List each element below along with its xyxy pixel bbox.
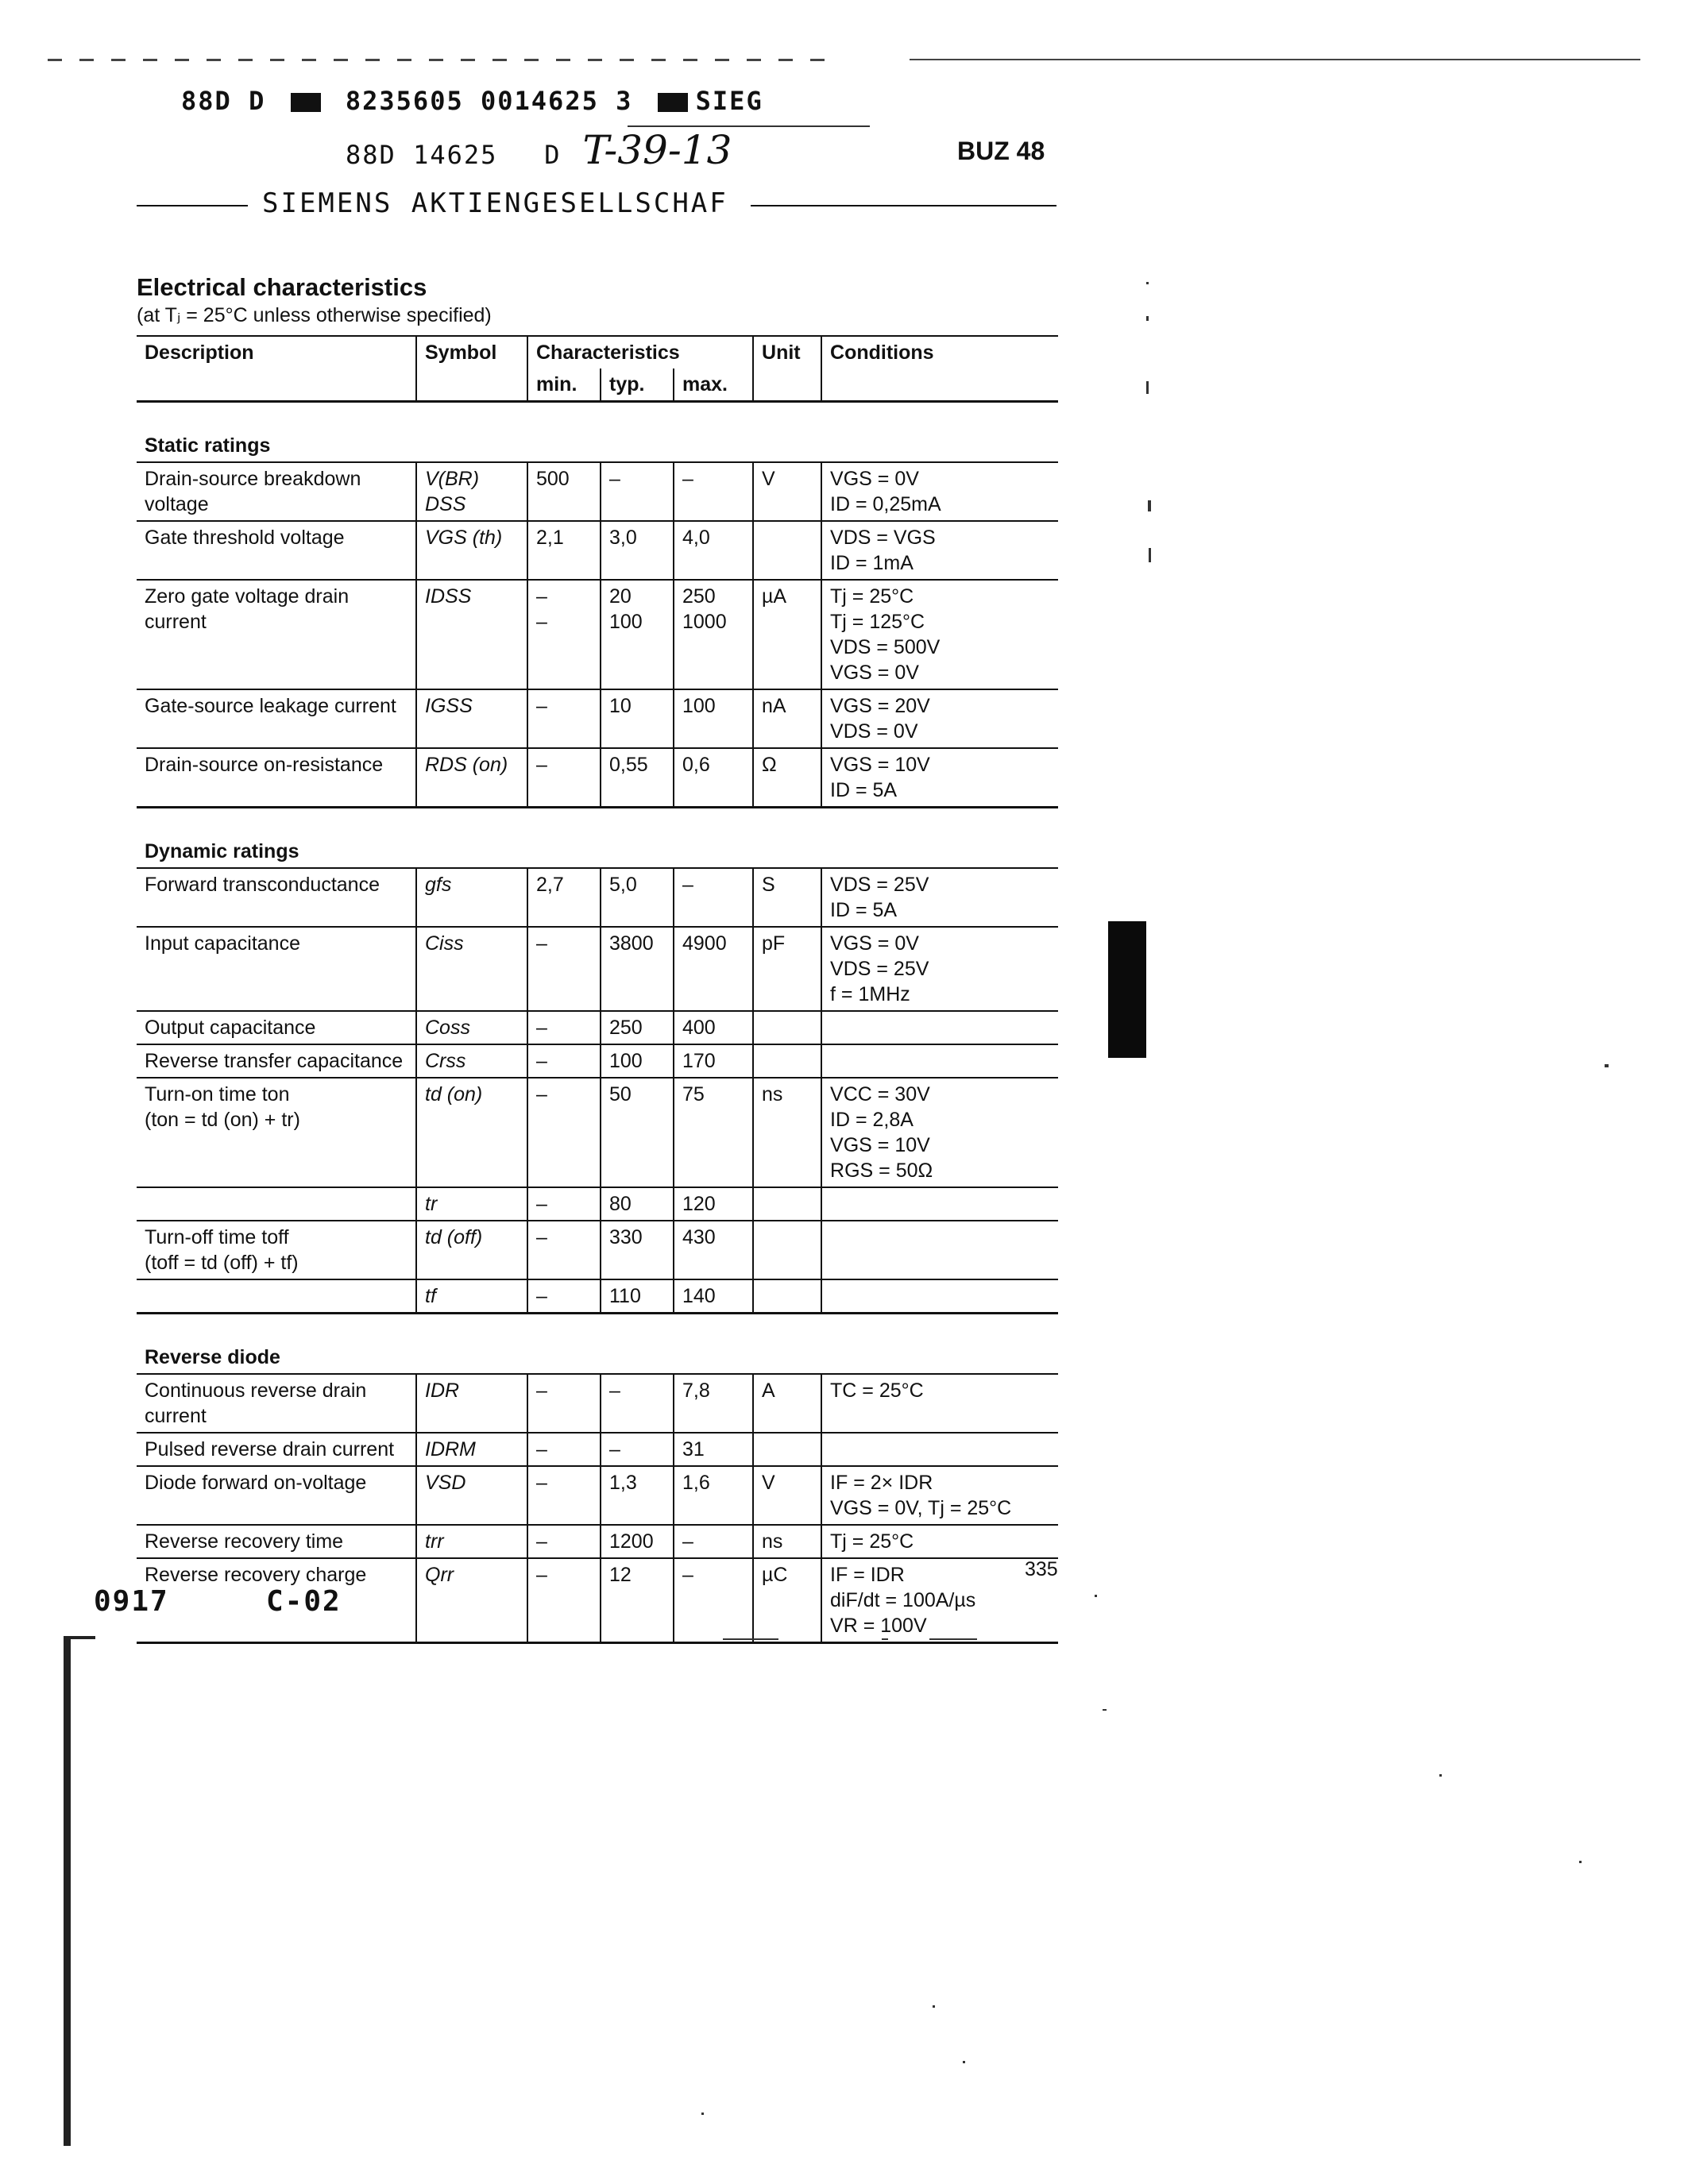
conditions (821, 1433, 1058, 1466)
symbol: tf (416, 1279, 527, 1314)
col-unit: Unit (753, 336, 821, 369)
section-note: (at Tⱼ = 25°C unless otherwise specified) (137, 304, 492, 326)
speck (1148, 500, 1151, 511)
symbol: VGS (th) (416, 521, 527, 580)
condition-line: IF = IDR (830, 1564, 905, 1586)
section-heading: Dynamic ratings (137, 808, 1058, 869)
code-line-1-c: SIEG (695, 86, 763, 116)
binding-edge-top (64, 1636, 95, 1639)
value-typ: 1200 (601, 1525, 674, 1558)
condition-line: VDS = 25V (830, 874, 929, 896)
value-typ: 110 (601, 1279, 674, 1314)
table-row (137, 580, 1058, 689)
value-min: – (527, 1011, 601, 1044)
conditions (821, 1187, 1058, 1221)
conditions (821, 462, 1058, 521)
description: Turn-on time ton (145, 1083, 290, 1106)
symbol: gfs (416, 868, 527, 927)
desc-cell (137, 1279, 416, 1314)
unit: µA (753, 580, 821, 689)
desc-cell (137, 1525, 416, 1558)
description-formula: (toff = td (off) + tf) (145, 1252, 299, 1274)
condition-line: Tj = 125°C (830, 611, 925, 633)
value-max: 31 (674, 1433, 753, 1466)
speck (1146, 282, 1149, 284)
conditions (821, 521, 1058, 580)
conditions (821, 1525, 1058, 1558)
static-ratings-heading (137, 402, 1058, 463)
speck (1103, 1709, 1107, 1711)
value-typ: 250 (601, 1011, 674, 1044)
symbol: Coss (416, 1011, 527, 1044)
desc-cell (137, 462, 416, 521)
condition-line: diF/dt = 100A/µs (830, 1589, 976, 1611)
value-max: – (674, 1525, 753, 1558)
company-rule-right (751, 205, 1056, 206)
unit: ns (753, 1078, 821, 1187)
value-max: 120 (674, 1187, 753, 1221)
unit: µC (753, 1558, 821, 1643)
value-max: 4,0 (674, 521, 753, 580)
conditions (821, 1011, 1058, 1044)
col-symbol: Symbol (416, 336, 527, 369)
condition-line: VGS = 0V (830, 932, 919, 955)
symbol: V(BR) DSS (416, 462, 527, 521)
value-min: – – (527, 580, 601, 689)
unit (753, 1187, 821, 1221)
conditions (821, 927, 1058, 1011)
description: Turn-off time toff (145, 1226, 289, 1248)
value-max: 0,6 (674, 748, 753, 808)
desc-cell (137, 1011, 416, 1044)
value-typ: – (601, 1433, 674, 1466)
unit (753, 521, 821, 580)
speck (723, 1638, 778, 1640)
speck (933, 2005, 935, 2008)
description: Output capacitance (145, 1017, 316, 1039)
value-min: – (527, 1187, 601, 1221)
value-min: – (527, 748, 601, 808)
value-min: – (527, 1078, 601, 1187)
table-row (137, 1433, 1058, 1466)
value-max: – (674, 868, 753, 927)
condition-line: ID = 5A (830, 899, 898, 921)
value-max: 75 (674, 1078, 753, 1187)
unit: A (753, 1374, 821, 1433)
desc-cell (137, 580, 416, 689)
value-max: 170 (674, 1044, 753, 1078)
symbol: td (off) (416, 1221, 527, 1279)
table-row (137, 1221, 1058, 1279)
value-typ: 3,0 (601, 521, 674, 580)
desc-cell (137, 1187, 416, 1221)
unit: nA (753, 689, 821, 748)
value-min: – (527, 689, 601, 748)
speck (963, 2061, 965, 2063)
unit: ns (753, 1525, 821, 1558)
col-conditions: Conditions (821, 336, 1058, 369)
condition-line: VGS = 0V (830, 468, 919, 490)
redaction-bar (291, 93, 321, 112)
value-typ: – (601, 1374, 674, 1433)
conditions (821, 868, 1058, 927)
reverse-diode-heading (137, 1314, 1058, 1375)
desc-cell (137, 868, 416, 927)
conditions (821, 580, 1058, 689)
desc-cell (137, 689, 416, 748)
value-typ: 100 (601, 1044, 674, 1078)
top-rule-right (910, 59, 1640, 60)
description: Drain-source breakdown voltage (145, 468, 361, 515)
condition-line: VGS = 20V (830, 695, 930, 717)
code-line-1-b: 8235605 0014625 3 (345, 86, 633, 116)
redaction-bar (658, 93, 688, 112)
value-typ: 330 (601, 1221, 674, 1279)
speck (1579, 1861, 1582, 1863)
description: Drain-source on-resistance (145, 754, 384, 776)
value-typ: 12 (601, 1558, 674, 1643)
condition-line: VDS = 500V (830, 636, 941, 658)
unit (753, 1011, 821, 1044)
table-row (137, 1044, 1058, 1078)
speck (1605, 1064, 1609, 1067)
value-max: 430 (674, 1221, 753, 1279)
value-max: 1,6 (674, 1466, 753, 1525)
description: Continuous reverse drain current (145, 1379, 367, 1427)
value-max: 7,8 (674, 1374, 753, 1433)
value-typ: 5,0 (601, 868, 674, 927)
symbol: trr (416, 1525, 527, 1558)
condition-line: VGS = 0V (830, 662, 919, 684)
speck (1146, 316, 1149, 321)
value-max: 140 (674, 1279, 753, 1314)
desc-cell (137, 748, 416, 808)
condition-line: VDS = 0V (830, 720, 918, 743)
unit: V (753, 1466, 821, 1525)
code-line-1-a: 88D D (181, 86, 266, 116)
section-heading: Reverse diode (137, 1314, 1058, 1375)
top-rule-left (48, 59, 842, 61)
value-min: – (527, 1558, 601, 1643)
symbol: RDS (on) (416, 748, 527, 808)
part-number: BUZ 48 (957, 137, 1045, 165)
conditions (821, 1044, 1058, 1078)
value-min: 2,7 (527, 868, 601, 927)
value-typ: – (601, 462, 674, 521)
binding-edge (64, 1638, 71, 2146)
condition-line: Tj = 25°C (830, 585, 914, 608)
condition-line: IF = 2× IDR (830, 1472, 933, 1494)
unit: S (753, 868, 821, 927)
value-typ: 3800 (601, 927, 674, 1011)
condition-line: RGS = 50Ω (830, 1160, 933, 1182)
table-row (137, 868, 1058, 927)
condition-line: ID = 5A (830, 779, 898, 801)
condition-line: ID = 0,25mA (830, 493, 941, 515)
condition-line: ID = 2,8A (830, 1109, 914, 1131)
footer-code-right: C-02 (266, 1585, 342, 1618)
unit (753, 1044, 821, 1078)
unit (753, 1279, 821, 1314)
description: Reverse recovery charge (145, 1564, 367, 1586)
value-max: 100 (674, 689, 753, 748)
desc-cell (137, 1044, 416, 1078)
desc-cell (137, 1374, 416, 1433)
description: Gate-source leakage current (145, 695, 396, 717)
speck (1149, 548, 1151, 562)
value-min: – (527, 1433, 601, 1466)
value-min: – (527, 1221, 601, 1279)
value-max: 4900 (674, 927, 753, 1011)
code-line-2-a: 88D 14625 (346, 140, 498, 170)
desc-cell (137, 1466, 416, 1525)
code-line-1 (181, 86, 763, 116)
symbol: Crss (416, 1044, 527, 1078)
condition-line: VDS = VGS (830, 527, 936, 549)
description: Gate threshold voltage (145, 527, 345, 549)
conditions (821, 1374, 1058, 1433)
conditions (821, 1466, 1058, 1525)
value-typ: 10 (601, 689, 674, 748)
symbol: IGSS (416, 689, 527, 748)
value-typ: 20 100 (601, 580, 674, 689)
table-row (137, 462, 1058, 521)
conditions (821, 1558, 1058, 1643)
value-typ: 80 (601, 1187, 674, 1221)
desc-cell (137, 1221, 416, 1279)
desc-cell (137, 1433, 416, 1466)
footer-code-left: 0917 (94, 1585, 169, 1618)
value-max: 400 (674, 1011, 753, 1044)
speck (1095, 1595, 1097, 1597)
conditions (821, 689, 1058, 748)
description-formula: (ton = td (on) + tr) (145, 1109, 300, 1131)
table-body (137, 336, 1058, 1643)
table-row (137, 927, 1058, 1011)
speck (882, 1638, 888, 1640)
col-max: max. (674, 369, 753, 402)
table-row (137, 1279, 1058, 1314)
conditions (821, 1221, 1058, 1279)
col-typ: typ. (601, 369, 674, 402)
desc-cell (137, 521, 416, 580)
electrical-characteristics-table (137, 335, 1058, 1644)
condition-line: f = 1MHz (830, 983, 910, 1005)
description: Forward transconductance (145, 874, 380, 896)
page-number: 335 (1025, 1558, 1058, 1580)
symbol: Ciss (416, 927, 527, 1011)
table-row (137, 1078, 1058, 1187)
conditions (821, 748, 1058, 808)
value-typ: 50 (601, 1078, 674, 1187)
description: Reverse recovery time (145, 1530, 344, 1553)
edge-marker-bar (1108, 921, 1146, 1058)
conditions (821, 1279, 1058, 1314)
handwritten-reference: T-39-13 (582, 127, 732, 173)
description: Reverse transfer capacitance (145, 1050, 404, 1072)
conditions (821, 1078, 1058, 1187)
unit: pF (753, 927, 821, 1011)
speck (929, 1638, 977, 1640)
value-min: 2,1 (527, 521, 601, 580)
code-line-2 (346, 127, 732, 173)
value-max: – (674, 1558, 753, 1643)
value-max: – (674, 462, 753, 521)
table-row (137, 1525, 1058, 1558)
unit (753, 1221, 821, 1279)
value-min: – (527, 1525, 601, 1558)
table-row (137, 689, 1058, 748)
table-subheader-row (137, 369, 1058, 402)
col-min: min. (527, 369, 601, 402)
table-row (137, 521, 1058, 580)
desc-cell (137, 1078, 416, 1187)
dynamic-ratings-heading (137, 808, 1058, 869)
value-min: – (527, 927, 601, 1011)
value-min: – (527, 1466, 601, 1525)
symbol: IDSS (416, 580, 527, 689)
desc-cell (137, 927, 416, 1011)
speck (701, 2113, 704, 2115)
condition-line: VGS = 0V, Tj = 25°C (830, 1497, 1012, 1519)
condition-line: TC = 25°C (830, 1379, 924, 1402)
table-row (137, 1466, 1058, 1525)
condition-line: ID = 1mA (830, 552, 914, 574)
section-heading: Static ratings (137, 402, 1058, 463)
col-characteristics: Characteristics (527, 336, 753, 369)
table-row (137, 1374, 1058, 1433)
description: Pulsed reverse drain current (145, 1438, 395, 1461)
value-min: 500 (527, 462, 601, 521)
symbol: Qrr (416, 1558, 527, 1643)
description: Input capacitance (145, 932, 300, 955)
symbol: VSD (416, 1466, 527, 1525)
table-header-row (137, 336, 1058, 369)
symbol: tr (416, 1187, 527, 1221)
condition-line: VR = 100V (830, 1615, 927, 1637)
speck (1146, 381, 1149, 394)
symbol: td (on) (416, 1078, 527, 1187)
unit: Ω (753, 748, 821, 808)
value-typ: 0,55 (601, 748, 674, 808)
company-name: SIEMENS AKTIENGESELLSCHAF (262, 187, 728, 219)
speck (1439, 1774, 1442, 1777)
code-line-2-b: D (544, 140, 562, 170)
table-row (137, 1187, 1058, 1221)
table-row (137, 748, 1058, 808)
condition-line: VGS = 10V (830, 1134, 930, 1156)
company-rule-left (137, 205, 248, 206)
description: Zero gate voltage drain current (145, 585, 350, 633)
condition-line: VCC = 30V (830, 1083, 930, 1106)
unit (753, 1433, 821, 1466)
description: Diode forward on-voltage (145, 1472, 367, 1494)
value-min: – (527, 1374, 601, 1433)
condition-line: VGS = 10V (830, 754, 930, 776)
value-typ: 1,3 (601, 1466, 674, 1525)
symbol: IDR (416, 1374, 527, 1433)
table-row (137, 1011, 1058, 1044)
value-min: – (527, 1044, 601, 1078)
section-title: Electrical characteristics (137, 273, 427, 301)
value-min: – (527, 1279, 601, 1314)
handwritten-underline (628, 125, 870, 127)
value-max: 250 1000 (674, 580, 753, 689)
col-description: Description (137, 336, 416, 369)
unit: V (753, 462, 821, 521)
condition-line: Tj = 25°C (830, 1530, 914, 1553)
symbol: IDRM (416, 1433, 527, 1466)
condition-line: VDS = 25V (830, 958, 929, 980)
